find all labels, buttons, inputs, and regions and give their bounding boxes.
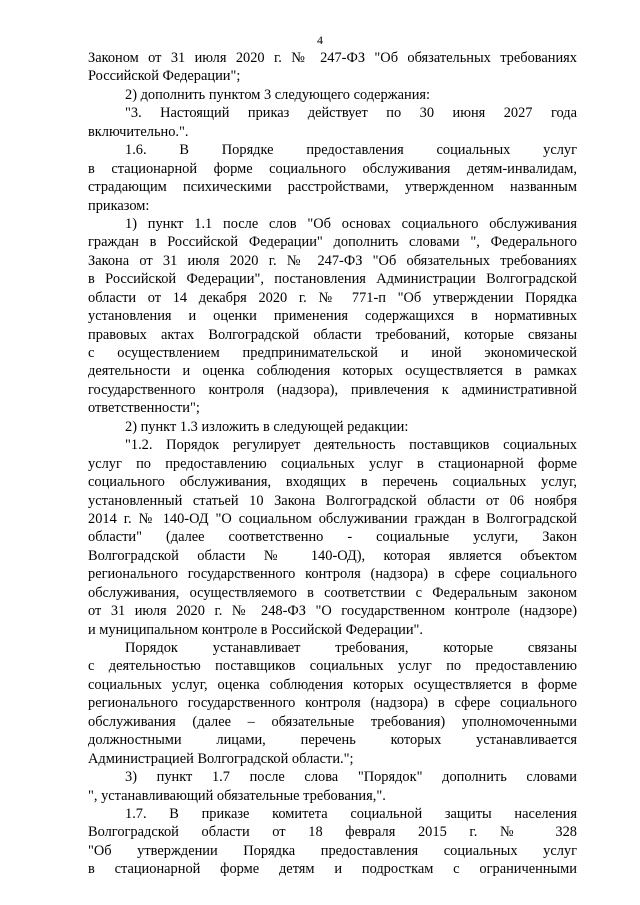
text-line: страдающим психическими расстройствами, утвержденном названным xyxy=(88,179,577,196)
text-line: 2) дополнить пунктом 3 следующего содержания: xyxy=(125,86,431,103)
text-line: Волгоградской области от 18 февраля 2015 г. № 328 xyxy=(88,824,577,841)
text-line: "1.2. Порядок регулирует деятельность поставщиков социальных xyxy=(125,437,577,454)
text-line: с осуществлением предпринимательской и иной экономической xyxy=(88,345,577,361)
text-line: обслуживания, осуществляемого в соответствии с Федеральным законом xyxy=(88,584,577,601)
text-line: Российской Федерации"; xyxy=(88,68,241,85)
text-line: приказом: xyxy=(88,197,150,214)
page-number: 4 xyxy=(317,33,323,47)
text-line: услуг по предоставлению социальных услуг в стационарной форме xyxy=(88,455,577,472)
document-body xyxy=(88,49,577,879)
text-line: Порядок устанавливает требования, которые связаны xyxy=(125,640,577,656)
text-line: и муниципальном контроле в Российской Федерации". xyxy=(88,621,424,638)
text-line: области от 14 декабря 2020 г. № 771-п "Об утверждении Порядка xyxy=(88,289,577,306)
text-line: ", устанавливающий обязательные требования,". xyxy=(88,787,386,804)
text-line: регионального государственного контроля (надзора) в сфере социального xyxy=(88,695,577,712)
text-line: Волгоградской области № 140-ОД), которая является объектом xyxy=(88,547,577,564)
text-line: должностными лицами, перечень которых устанавливается xyxy=(88,732,577,749)
text-line: социального обслуживания, входящих в перечень социальных услуг, xyxy=(88,474,577,491)
text-line: 2) пункт 1.3 изложить в следующей редакции: xyxy=(125,418,409,435)
text-line: 2014 г. № 140-ОД "О социальном обслуживании граждан в Волгоградской xyxy=(88,510,577,527)
text-line: государственного контроля (надзора), привлечения к административной xyxy=(88,381,577,398)
text-line: в стационарной форме социального обслуживания детям-инвалидам, xyxy=(88,160,577,177)
text-line: Закона от 31 июля 2020 г. № 247-ФЗ "Об обязательных требованиях xyxy=(88,252,577,269)
text-line: области" (далее соответственно - социальные услуги, Закон xyxy=(88,529,577,546)
text-line: 3) пункт 1.7 после слова "Порядок" дополнить словами xyxy=(125,769,577,786)
text-line: установления и оценки применения содержащихся в нормативных xyxy=(88,308,577,325)
text-line: граждан в Российской Федерации" дополнить словами ", Федерального xyxy=(88,234,577,251)
text-line: Законом от 31 июля 2020 г. № 247-ФЗ "Об обязательных требованиях xyxy=(88,50,577,66)
text-line: правовых актах Волгоградской области требований, которые связаны xyxy=(88,326,577,343)
text-line: от 31 июля 2020 г. № 248-ФЗ "О государственном контроле (надзоре) xyxy=(88,603,577,620)
text-line: установленный статьей 10 Закона Волгоградской области от 06 ноября xyxy=(88,492,577,509)
text-line: 1.7. В приказе комитета социальной защиты населения xyxy=(125,805,577,822)
text-line: Администрацией Волгоградской области."; xyxy=(88,750,354,767)
text-line: 1.6. В Порядке предоставления социальных услуг xyxy=(125,142,577,159)
text-line: в Российской Федерации", постановления Администрации Волгоградской xyxy=(88,271,577,288)
text-line: регионального государственного контроля (надзора) в сфере социального xyxy=(88,566,577,583)
text-line: включительно.". xyxy=(88,123,189,140)
text-line: деятельности и оценка соблюдения которых осуществляется в рамках xyxy=(88,363,577,380)
text-line: 1) пункт 1.1 после слов "Об основах социального обслуживания xyxy=(125,215,577,232)
text-line: с деятельностью поставщиков социальных услуг по предоставлению xyxy=(88,658,577,675)
text-line: "Об утверждении Порядка предоставления социальных услуг xyxy=(88,842,577,859)
text-line: в стационарной форме детям и подросткам с ограниченными xyxy=(88,861,577,878)
text-line: ответственности"; xyxy=(88,400,200,417)
text-line: обслуживания (далее – обязательные требования) уполномоченными xyxy=(88,713,577,730)
text-line: "3. Настоящий приказ действует по 30 июня 2027 года xyxy=(125,105,577,122)
text-line: социальных услуг, оценка соблюдения которых осуществляется в форме xyxy=(88,676,577,693)
